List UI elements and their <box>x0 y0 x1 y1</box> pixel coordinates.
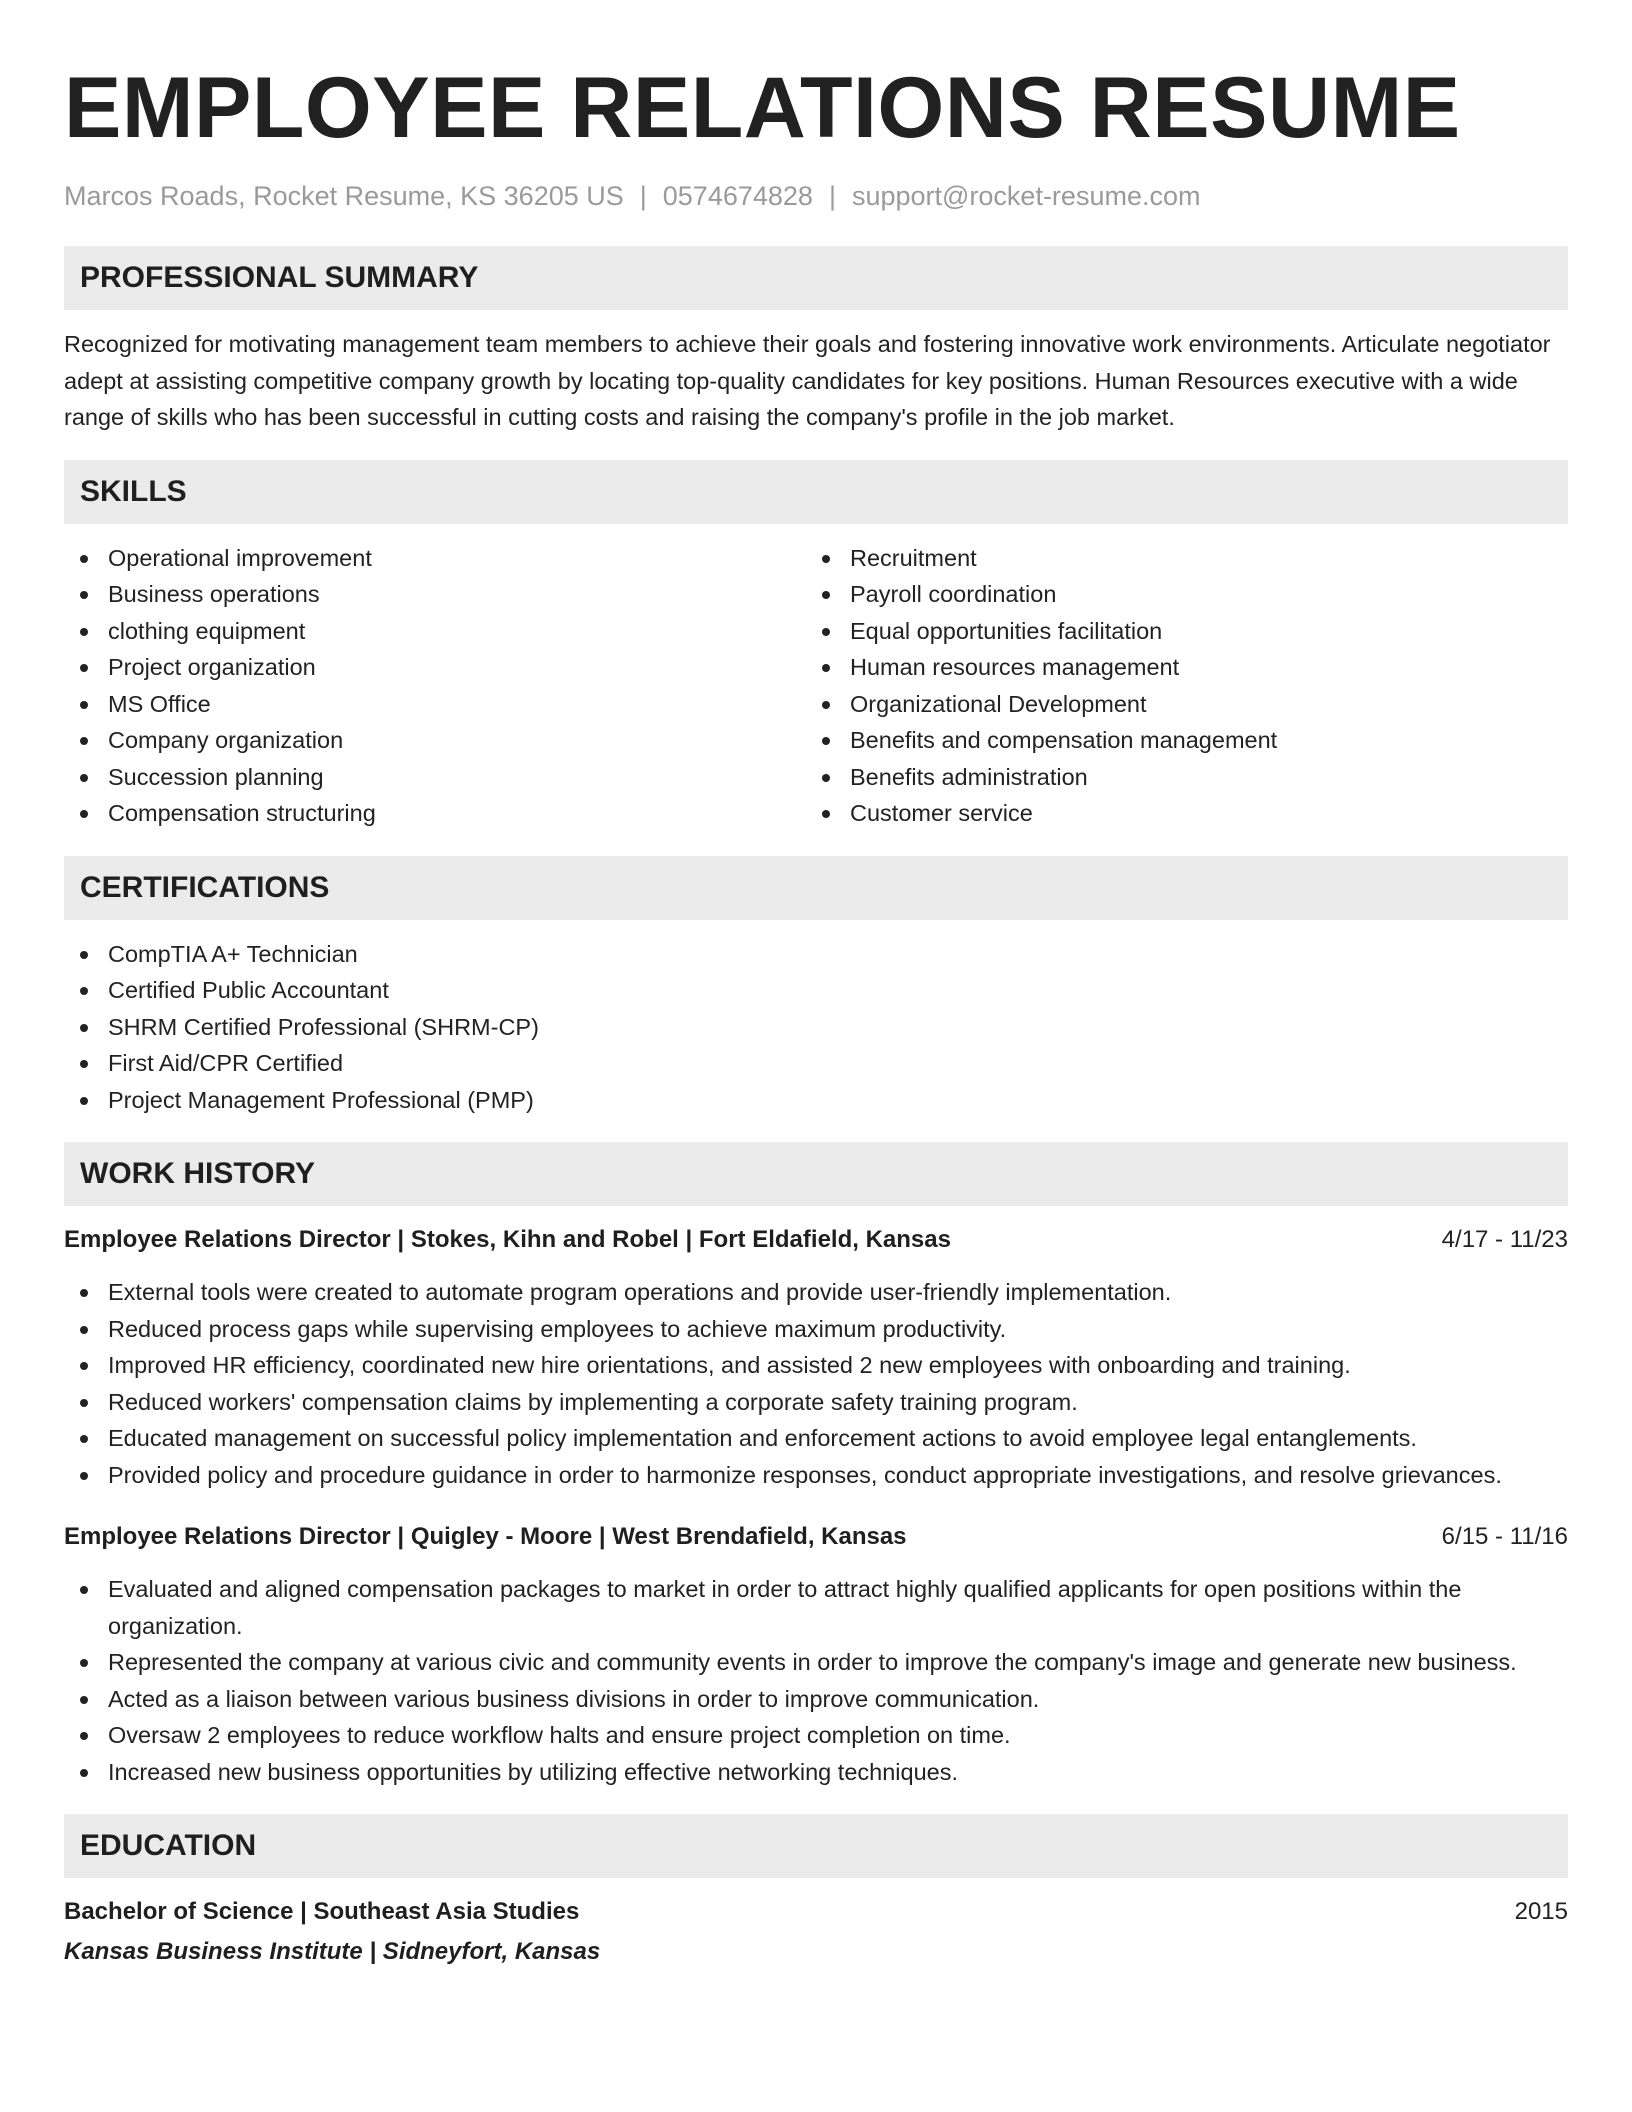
skill-item: Benefits administration <box>806 759 1548 796</box>
skill-item: clothing equipment <box>64 613 806 650</box>
bullet-icon <box>80 1435 88 1443</box>
work-history-heading: WORK HISTORY <box>64 1142 1568 1206</box>
education-degree: Bachelor of Science | Southeast Asia Studies <box>64 1898 580 1925</box>
job-bullet: Reduced process gaps while supervising employees to achieve maximum productivity. <box>64 1311 1568 1348</box>
education-heading: EDUCATION <box>64 1814 1568 1878</box>
skills-columns <box>64 540 1568 832</box>
bullet-icon <box>822 628 830 636</box>
education-year: 2015 <box>1514 1898 1568 1925</box>
job-bullet: Oversaw 2 employees to reduce workflow halts and ensure project completion on time. <box>64 1717 1568 1754</box>
certification-item: SHRM Certified Professional (SHRM-CP) <box>64 1009 1568 1046</box>
job-bullet: Represented the company at various civic and community events in order to improve the company's image and generate new business. <box>64 1644 1568 1681</box>
bullet-icon <box>80 951 88 959</box>
job-header <box>64 1519 1568 1555</box>
skill-item: Succession planning <box>64 759 806 796</box>
bullet-icon <box>80 1097 88 1105</box>
bullet-icon <box>80 701 88 709</box>
skill-item: Operational improvement <box>64 540 806 577</box>
certification-item: Project Management Professional (PMP) <box>64 1082 1568 1119</box>
job-header <box>64 1222 1568 1258</box>
education-entry <box>64 1894 1568 1970</box>
bullet-icon <box>80 1696 88 1704</box>
skill-item: Recruitment <box>806 540 1548 577</box>
certifications-list <box>64 936 1568 1119</box>
bullet-icon <box>80 1586 88 1594</box>
job-bullets <box>64 1274 1568 1493</box>
bullet-icon <box>822 774 830 782</box>
bullet-icon <box>822 591 830 599</box>
certification-item: Certified Public Accountant <box>64 972 1568 1009</box>
bullet-icon <box>80 1769 88 1777</box>
bullet-icon <box>80 1289 88 1297</box>
summary-text: Recognized for motivating management team members to achieve their goals and fostering innovative work environments. Articulate negotiator adept at assisting competitive company growth by locating top-quality candidates for key positions. Human Resources executive with a wide range of skills who has been successful in cutting costs and raising the company's profile in the job market. <box>64 331 1551 430</box>
bullet-icon <box>822 664 830 672</box>
bullet-icon <box>80 1326 88 1334</box>
bullet-icon <box>80 1399 88 1407</box>
education-header <box>64 1894 1568 1930</box>
bullet-icon <box>80 737 88 745</box>
skill-item: MS Office <box>64 686 806 723</box>
skill-item: Project organization <box>64 649 806 686</box>
job-bullet: Acted as a liaison between various business divisions in order to improve communication. <box>64 1681 1568 1718</box>
resume-page <box>64 0 1568 1970</box>
bullet-icon <box>80 1732 88 1740</box>
bullet-icon <box>80 1060 88 1068</box>
certifications-heading: CERTIFICATIONS <box>64 856 1568 920</box>
job-entry <box>64 1222 1568 1493</box>
job-title: Employee Relations Director | Stokes, Kihn and Robel | Fort Eldafield, Kansas <box>64 1226 951 1253</box>
skill-item: Compensation structuring <box>64 795 806 832</box>
bullet-icon <box>80 1362 88 1370</box>
skills-left-list <box>64 540 806 832</box>
bullet-icon <box>822 810 830 818</box>
skills-heading: SKILLS <box>64 460 1568 524</box>
job-bullet: Educated management on successful policy implementation and enforcement actions to avoid employee legal entanglements. <box>64 1420 1568 1457</box>
bullet-icon <box>80 1659 88 1667</box>
bullet-icon <box>80 555 88 563</box>
bullet-icon <box>80 664 88 672</box>
certification-item: CompTIA A+ Technician <box>64 936 1568 973</box>
bullet-icon <box>80 774 88 782</box>
certification-item: First Aid/CPR Certified <box>64 1045 1568 1082</box>
contact-line <box>64 178 1568 214</box>
bullet-icon <box>80 591 88 599</box>
contact-separator: | <box>639 181 647 211</box>
job-bullet: External tools were created to automate program operations and provide user-friendly implementation. <box>64 1274 1568 1311</box>
skill-item: Customer service <box>806 795 1548 832</box>
job-bullet: Provided policy and procedure guidance in order to harmonize responses, conduct appropriate investigations, and resolve grievances. <box>64 1457 1568 1494</box>
skill-item: Company organization <box>64 722 806 759</box>
skill-item: Human resources management <box>806 649 1548 686</box>
skill-item: Payroll coordination <box>806 576 1548 613</box>
bullet-icon <box>80 1024 88 1032</box>
skill-item: Business operations <box>64 576 806 613</box>
resume-title: EMPLOYEE RELATIONS RESUME <box>64 60 1461 156</box>
contact-phone: 0574674828 <box>662 181 813 211</box>
bullet-icon <box>80 810 88 818</box>
contact-email: support@rocket-resume.com <box>851 181 1201 211</box>
job-bullet: Reduced workers' compensation claims by implementing a corporate safety training program. <box>64 1384 1568 1421</box>
skill-item: Equal opportunities facilitation <box>806 613 1548 650</box>
job-dates: 4/17 - 11/23 <box>1441 1226 1568 1253</box>
bullet-icon <box>822 737 830 745</box>
skill-item: Benefits and compensation management <box>806 722 1548 759</box>
job-dates: 6/15 - 11/16 <box>1441 1523 1568 1550</box>
job-bullet: Improved HR efficiency, coordinated new hire orientations, and assisted 2 new employees with onboarding and training. <box>64 1347 1568 1384</box>
job-bullet: Increased new business opportunities by utilizing effective networking techniques. <box>64 1754 1568 1791</box>
job-title: Employee Relations Director | Quigley - Moore | West Brendafield, Kansas <box>64 1523 907 1550</box>
job-bullet: Evaluated and aligned compensation packages to market in order to attract highly qualified applicants for open positions within the organization. <box>64 1571 1568 1644</box>
bullet-icon <box>822 555 830 563</box>
bullet-icon <box>80 987 88 995</box>
summary-heading: PROFESSIONAL SUMMARY <box>64 246 1568 310</box>
contact-separator: | <box>828 181 836 211</box>
bullet-icon <box>80 1472 88 1480</box>
skill-item: Organizational Development <box>806 686 1548 723</box>
bullet-icon <box>822 701 830 709</box>
education-school: Kansas Business Institute | Sidneyfort, Kansas <box>64 1938 601 1965</box>
job-bullets <box>64 1571 1568 1790</box>
bullet-icon <box>80 628 88 636</box>
contact-address: Marcos Roads, Rocket Resume, KS 36205 US <box>64 181 624 211</box>
job-entry <box>64 1519 1568 1790</box>
skills-right-list <box>806 540 1548 832</box>
